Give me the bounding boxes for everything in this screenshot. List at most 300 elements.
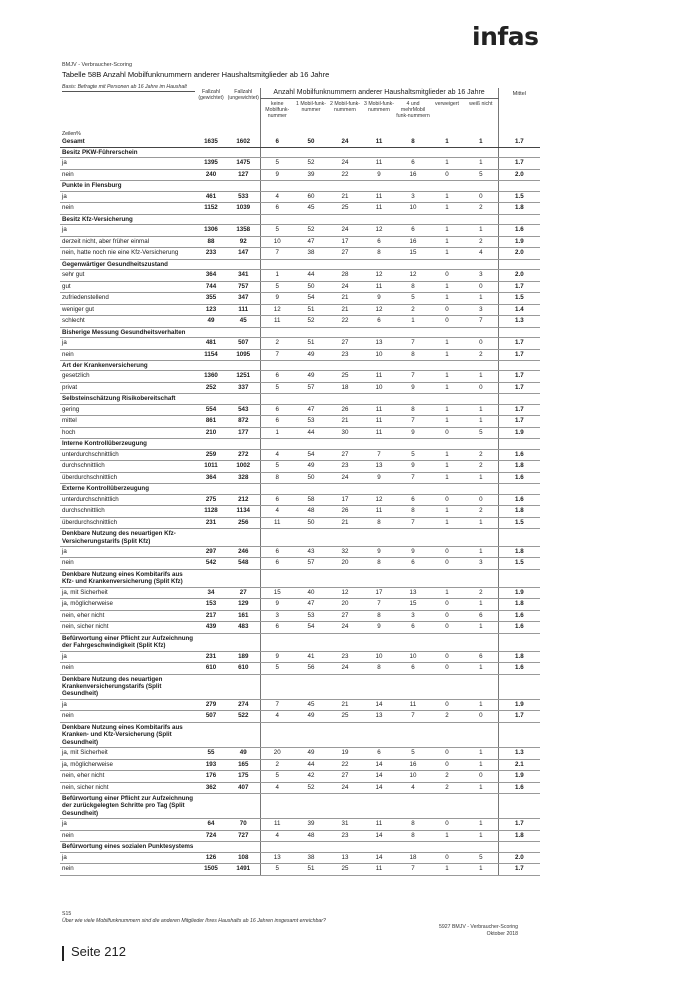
cell-fallzahl-gewichtet: 439: [195, 622, 227, 634]
table-row: [60, 472, 540, 484]
cell-fallzahl-ungewichtet: 189: [227, 651, 260, 663]
cell-percent: 7: [362, 449, 396, 461]
row-label: ja: [60, 819, 195, 831]
group-empty-cell: [328, 259, 362, 269]
cell-fallzahl-ungewichtet: 872: [227, 416, 260, 428]
cell-percent: 11: [362, 371, 396, 383]
row-label: nein: [60, 663, 195, 675]
header-blank: [60, 88, 195, 99]
cell-percent: 53: [294, 416, 328, 428]
cell-fallzahl-ungewichtet: 147: [227, 248, 260, 260]
cell-percent: 1: [396, 316, 430, 328]
cell-percent: 0: [430, 270, 464, 282]
cell-percent: 1: [260, 270, 294, 282]
group-header-row: [60, 674, 540, 699]
group-empty-cell: [328, 722, 362, 747]
cell-percent: 7: [396, 416, 430, 428]
cell-percent: 27: [328, 610, 362, 622]
cell-percent: 5: [396, 748, 430, 760]
cell-percent: 50: [294, 137, 328, 148]
group-empty-cell: [396, 259, 430, 269]
cell-fallzahl-gewichtet: 461: [195, 191, 227, 203]
group-empty-cell: [227, 794, 260, 819]
group-empty-cell: [396, 722, 430, 747]
cell-fallzahl-ungewichtet: 246: [227, 546, 260, 558]
group-empty-cell: [362, 148, 396, 158]
cell-percent: 5: [260, 225, 294, 237]
cell-percent: 15: [260, 587, 294, 599]
group-empty-cell: [464, 674, 498, 699]
cell-mittel: 1.6: [498, 622, 540, 634]
cell-fallzahl-gewichtet: 355: [195, 293, 227, 305]
row-label: gut: [60, 281, 195, 293]
table-row: [60, 349, 540, 361]
group-empty-cell: [227, 484, 260, 494]
cell-percent: 7: [464, 316, 498, 328]
cell-fallzahl-gewichtet: 1635: [195, 137, 227, 148]
cell-percent: 7: [396, 864, 430, 876]
project-name: BMJV - Verbraucher-Scoring: [62, 62, 132, 68]
row-label: ja: [60, 651, 195, 663]
cell-percent: 1: [430, 281, 464, 293]
cell-mittel: 1.7: [498, 819, 540, 831]
cell-percent: 7: [396, 472, 430, 484]
source-note: [400, 924, 518, 937]
cell-percent: 1: [464, 599, 498, 611]
table-row: [60, 622, 540, 634]
cell-percent: 24: [328, 622, 362, 634]
cell-fallzahl-ungewichtet: 328: [227, 472, 260, 484]
cell-percent: 24: [328, 782, 362, 794]
cell-percent: 25: [328, 711, 362, 723]
cell-mittel: 1.7: [498, 404, 540, 416]
cell-fallzahl-gewichtet: 724: [195, 830, 227, 842]
cell-percent: 15: [396, 248, 430, 260]
cell-percent: 12: [396, 270, 430, 282]
cell-percent: 13: [396, 587, 430, 599]
group-empty-cell: [430, 361, 464, 371]
table-row: [60, 236, 540, 248]
cell-fallzahl-gewichtet: 34: [195, 587, 227, 599]
cell-fallzahl-gewichtet: 1154: [195, 349, 227, 361]
group-empty-cell: [498, 327, 540, 337]
cell-percent: 44: [294, 270, 328, 282]
cell-percent: 0: [430, 494, 464, 506]
cell-mittel: 1.9: [498, 587, 540, 599]
group-empty-cell: [362, 214, 396, 224]
cell-percent: 14: [362, 759, 396, 771]
cell-percent: 27: [328, 338, 362, 350]
cell-percent: 10: [396, 203, 430, 215]
group-empty-cell: [396, 361, 430, 371]
group-empty-cell: [328, 439, 362, 449]
cell-percent: 39: [294, 819, 328, 831]
cell-fallzahl-gewichtet: 193: [195, 759, 227, 771]
cell-percent: 0: [430, 663, 464, 675]
cell-percent: 60: [294, 191, 328, 203]
cell-percent: 11: [362, 819, 396, 831]
table-row: [60, 404, 540, 416]
cell-percent: 21: [328, 699, 362, 711]
row-label: durchschnittlich: [60, 506, 195, 518]
row-label: unterdurchschnittlich: [60, 449, 195, 461]
cell-percent: 39: [294, 169, 328, 181]
group-empty-cell: [498, 794, 540, 819]
group-empty-cell: [498, 529, 540, 547]
row-label: ja: [60, 225, 195, 237]
cell-percent: 8: [396, 349, 430, 361]
cell-percent: 2: [464, 203, 498, 215]
cell-percent: 14: [362, 771, 396, 783]
group-header-row: [60, 794, 540, 819]
cell-percent: 6: [396, 663, 430, 675]
cell-percent: 11: [396, 699, 430, 711]
cell-percent: 2: [464, 236, 498, 248]
group-empty-cell: [464, 439, 498, 449]
cell-fallzahl-ungewichtet: 610: [227, 663, 260, 675]
table-row: [60, 225, 540, 237]
cell-percent: 23: [328, 651, 362, 663]
group-empty-cell: [498, 214, 540, 224]
group-title: Denkbare Nutzung eines Kombitarifs aus Kranken- und Kfz-Versicherung (Split Gesundheit): [60, 722, 195, 747]
cell-mittel: 1.8: [498, 830, 540, 842]
cell-percent: 50: [294, 281, 328, 293]
cell-percent: 5: [396, 449, 430, 461]
group-empty-cell: [260, 484, 294, 494]
cell-percent: 9: [396, 382, 430, 394]
group-header-row: [60, 484, 540, 494]
cell-percent: 7: [260, 349, 294, 361]
table-row: [60, 852, 540, 864]
cell-percent: 1: [464, 293, 498, 305]
group-empty-cell: [498, 439, 540, 449]
cell-percent: 45: [294, 699, 328, 711]
cell-percent: 6: [260, 404, 294, 416]
cell-percent: 12: [362, 270, 396, 282]
group-empty-cell: [227, 259, 260, 269]
cell-percent: 0: [464, 494, 498, 506]
group-empty-cell: [294, 327, 328, 337]
group-empty-cell: [294, 674, 328, 699]
row-label: nein: [60, 830, 195, 842]
group-empty-cell: [430, 529, 464, 547]
cell-percent: 11: [362, 191, 396, 203]
cell-fallzahl-gewichtet: 1011: [195, 461, 227, 473]
cell-percent: 9: [362, 546, 396, 558]
cell-percent: 1: [430, 461, 464, 473]
cell-percent: 13: [362, 461, 396, 473]
group-empty-cell: [294, 394, 328, 404]
cell-percent: 7: [396, 517, 430, 529]
cell-mittel: 1.8: [498, 506, 540, 518]
table-row: [60, 699, 540, 711]
cell-percent: 22: [328, 169, 362, 181]
cell-fallzahl-ungewichtet: 341: [227, 270, 260, 282]
group-empty-cell: [396, 633, 430, 651]
row-label: sehr gut: [60, 270, 195, 282]
group-empty-cell: [498, 181, 540, 191]
group-empty-cell: [362, 794, 396, 819]
cell-fallzahl-ungewichtet: 45: [227, 316, 260, 328]
group-empty-cell: [464, 259, 498, 269]
row-label: ja: [60, 699, 195, 711]
cell-percent: 27: [328, 449, 362, 461]
page-marker: [62, 946, 64, 961]
group-empty-cell: [362, 633, 396, 651]
row-label: nein, sicher nicht: [60, 782, 195, 794]
row-label: mittel: [60, 416, 195, 428]
cell-percent: 5: [260, 864, 294, 876]
cell-percent: 52: [294, 316, 328, 328]
cell-fallzahl-ungewichtet: 483: [227, 622, 260, 634]
table-row: [60, 203, 540, 215]
cell-fallzahl-gewichtet: 297: [195, 546, 227, 558]
cell-mittel: 2.0: [498, 852, 540, 864]
group-empty-cell: [260, 794, 294, 819]
group-empty-cell: [328, 327, 362, 337]
table-row: [60, 782, 540, 794]
group-empty-cell: [294, 484, 328, 494]
cell-fallzahl-ungewichtet: 161: [227, 610, 260, 622]
cell-percent: 6: [396, 494, 430, 506]
group-empty-cell: [328, 361, 362, 371]
group-empty-cell: [498, 361, 540, 371]
cell-fallzahl-gewichtet: 610: [195, 663, 227, 675]
cell-mittel: 1.6: [498, 782, 540, 794]
cell-percent: 21: [328, 191, 362, 203]
cell-mittel: 2.0: [498, 248, 540, 260]
group-title: Denkbare Nutzung eines Kombitarifs aus Kfz- und Krankenversicherung (Split Kfz): [60, 569, 195, 587]
cell-fallzahl-ungewichtet: 165: [227, 759, 260, 771]
cell-percent: 2: [430, 771, 464, 783]
group-empty-cell: [260, 633, 294, 651]
row-label: nein: [60, 203, 195, 215]
cell-percent: 12: [362, 225, 396, 237]
cell-percent: 17: [362, 587, 396, 599]
cell-fallzahl-gewichtet: 231: [195, 651, 227, 663]
group-empty-cell: [362, 181, 396, 191]
cell-percent: 0: [430, 316, 464, 328]
table-title: Tabelle 58B Anzahl Mobilfunknummern anderer Haushaltsmitglieder ab 16 Jahre: [62, 70, 330, 79]
cell-percent: 1: [430, 506, 464, 518]
cell-percent: 1: [464, 158, 498, 170]
group-empty-cell: [430, 394, 464, 404]
group-empty-cell: [195, 181, 227, 191]
table-row: [60, 304, 540, 316]
cell-percent: 5: [260, 281, 294, 293]
footnote: [62, 911, 326, 924]
cell-percent: 49: [294, 711, 328, 723]
cell-mittel: 1.8: [498, 599, 540, 611]
cell-fallzahl-ungewichtet: 757: [227, 281, 260, 293]
group-empty-cell: [260, 569, 294, 587]
cell-percent: 5: [260, 461, 294, 473]
group-empty-cell: [328, 214, 362, 224]
cell-percent: 12: [260, 304, 294, 316]
cell-percent: 10: [362, 651, 396, 663]
cell-mittel: 1.9: [498, 236, 540, 248]
cell-percent: 51: [294, 304, 328, 316]
cell-percent: 11: [362, 416, 396, 428]
cell-fallzahl-gewichtet: 542: [195, 558, 227, 570]
group-empty-cell: [362, 722, 396, 747]
row-label: nein: [60, 349, 195, 361]
table-body: [60, 137, 540, 876]
cell-mittel: 1.7: [498, 281, 540, 293]
group-empty-cell: [498, 484, 540, 494]
cell-mittel: 1.6: [498, 449, 540, 461]
cell-percent: 1: [464, 546, 498, 558]
group-empty-cell: [396, 674, 430, 699]
cell-percent: 0: [430, 622, 464, 634]
header-span: Anzahl Mobilfunknummern anderer Haushaltsmitglieder ab 16 Jahre: [260, 88, 498, 99]
row-label: unterdurchschnittlich: [60, 494, 195, 506]
row-label: nein, sicher nicht: [60, 622, 195, 634]
cell-percent: 48: [294, 506, 328, 518]
cell-percent: 13: [362, 338, 396, 350]
group-empty-cell: [227, 148, 260, 158]
cell-percent: 11: [362, 864, 396, 876]
cell-percent: 1: [430, 158, 464, 170]
group-empty-cell: [430, 722, 464, 747]
cell-fallzahl-ungewichtet: 1358: [227, 225, 260, 237]
table-row: [60, 546, 540, 558]
group-empty-cell: [464, 529, 498, 547]
table-row: [60, 449, 540, 461]
group-empty-cell: [430, 148, 464, 158]
cell-percent: 0: [430, 759, 464, 771]
cell-percent: 4: [260, 506, 294, 518]
data-table: [60, 88, 540, 876]
table-row: [60, 461, 540, 473]
cell-mittel: 1.3: [498, 748, 540, 760]
cell-mittel: 2.1: [498, 759, 540, 771]
cell-percent: 49: [294, 461, 328, 473]
cell-fallzahl-ungewichtet: 111: [227, 304, 260, 316]
table-row: [60, 191, 540, 203]
cell-percent: 23: [328, 461, 362, 473]
cell-fallzahl-gewichtet: 362: [195, 782, 227, 794]
cell-fallzahl-ungewichtet: 27: [227, 587, 260, 599]
group-empty-cell: [430, 674, 464, 699]
cell-fallzahl-ungewichtet: 212: [227, 494, 260, 506]
cell-fallzahl-ungewichtet: 70: [227, 819, 260, 831]
cell-fallzahl-ungewichtet: 727: [227, 830, 260, 842]
cell-fallzahl-ungewichtet: 177: [227, 427, 260, 439]
group-empty-cell: [294, 259, 328, 269]
cell-percent: 23: [328, 830, 362, 842]
cell-percent: 18: [328, 382, 362, 394]
group-empty-cell: [430, 181, 464, 191]
group-title: Bisherige Messung Gesundheitsverhalten: [60, 327, 195, 337]
group-empty-cell: [328, 569, 362, 587]
table-row: [60, 599, 540, 611]
cell-fallzahl-gewichtet: 259: [195, 449, 227, 461]
cell-percent: 5: [260, 382, 294, 394]
header-col-1: 1 Mobil-funk-nummer: [296, 101, 326, 113]
group-empty-cell: [227, 214, 260, 224]
table-row: [60, 316, 540, 328]
cell-percent: 11: [260, 819, 294, 831]
table-row: [60, 281, 540, 293]
cell-percent: 10: [260, 236, 294, 248]
cell-mittel: 1.7: [498, 382, 540, 394]
cell-percent: 47: [294, 236, 328, 248]
cell-percent: 22: [328, 759, 362, 771]
cell-mittel: 1.5: [498, 191, 540, 203]
cell-percent: 6: [396, 622, 430, 634]
row-label: durchschnittlich: [60, 461, 195, 473]
cell-percent: 38: [294, 248, 328, 260]
group-empty-cell: [195, 633, 227, 651]
cell-fallzahl-ungewichtet: 1491: [227, 864, 260, 876]
cell-percent: 1: [464, 759, 498, 771]
cell-mittel: 1.9: [498, 699, 540, 711]
cell-percent: 9: [362, 472, 396, 484]
cell-fallzahl-gewichtet: 153: [195, 599, 227, 611]
row-label: ja: [60, 191, 195, 203]
cell-percent: 10: [362, 349, 396, 361]
cell-percent: 8: [396, 830, 430, 842]
group-empty-cell: [464, 794, 498, 819]
group-empty-cell: [498, 842, 540, 852]
group-empty-cell: [294, 794, 328, 819]
group-empty-cell: [396, 842, 430, 852]
cell-percent: 0: [464, 281, 498, 293]
group-empty-cell: [362, 394, 396, 404]
cell-fallzahl-gewichtet: 1360: [195, 371, 227, 383]
cell-fallzahl-gewichtet: 507: [195, 711, 227, 723]
cell-percent: 11: [362, 506, 396, 518]
group-empty-cell: [294, 529, 328, 547]
cell-percent: 6: [260, 558, 294, 570]
cell-percent: 24: [328, 663, 362, 675]
cell-percent: 12: [328, 587, 362, 599]
cell-mittel: 1.4: [498, 304, 540, 316]
cell-percent: 0: [430, 304, 464, 316]
cell-fallzahl-ungewichtet: 407: [227, 782, 260, 794]
cell-percent: 7: [260, 248, 294, 260]
group-empty-cell: [430, 214, 464, 224]
cell-percent: 21: [328, 517, 362, 529]
cell-percent: 47: [294, 599, 328, 611]
cell-percent: 14: [362, 830, 396, 842]
cell-percent: 0: [430, 852, 464, 864]
group-empty-cell: [328, 181, 362, 191]
cell-fallzahl-gewichtet: 1505: [195, 864, 227, 876]
group-empty-cell: [430, 794, 464, 819]
cell-percent: 25: [328, 371, 362, 383]
group-empty-cell: [294, 148, 328, 158]
cell-percent: 38: [294, 852, 328, 864]
cell-percent: 10: [396, 771, 430, 783]
group-empty-cell: [294, 842, 328, 852]
group-empty-cell: [396, 439, 430, 449]
cell-percent: 11: [362, 404, 396, 416]
cell-mittel: 1.6: [498, 663, 540, 675]
group-empty-cell: [498, 259, 540, 269]
group-empty-cell: [362, 327, 396, 337]
cell-percent: 0: [430, 427, 464, 439]
table-row: [60, 864, 540, 876]
cell-percent: 1: [430, 587, 464, 599]
cell-percent: 14: [362, 699, 396, 711]
group-empty-cell: [328, 633, 362, 651]
cell-percent: 0: [430, 819, 464, 831]
cell-percent: 11: [362, 137, 396, 148]
cell-fallzahl-ungewichtet: 1095: [227, 349, 260, 361]
cell-mittel: 1.8: [498, 651, 540, 663]
